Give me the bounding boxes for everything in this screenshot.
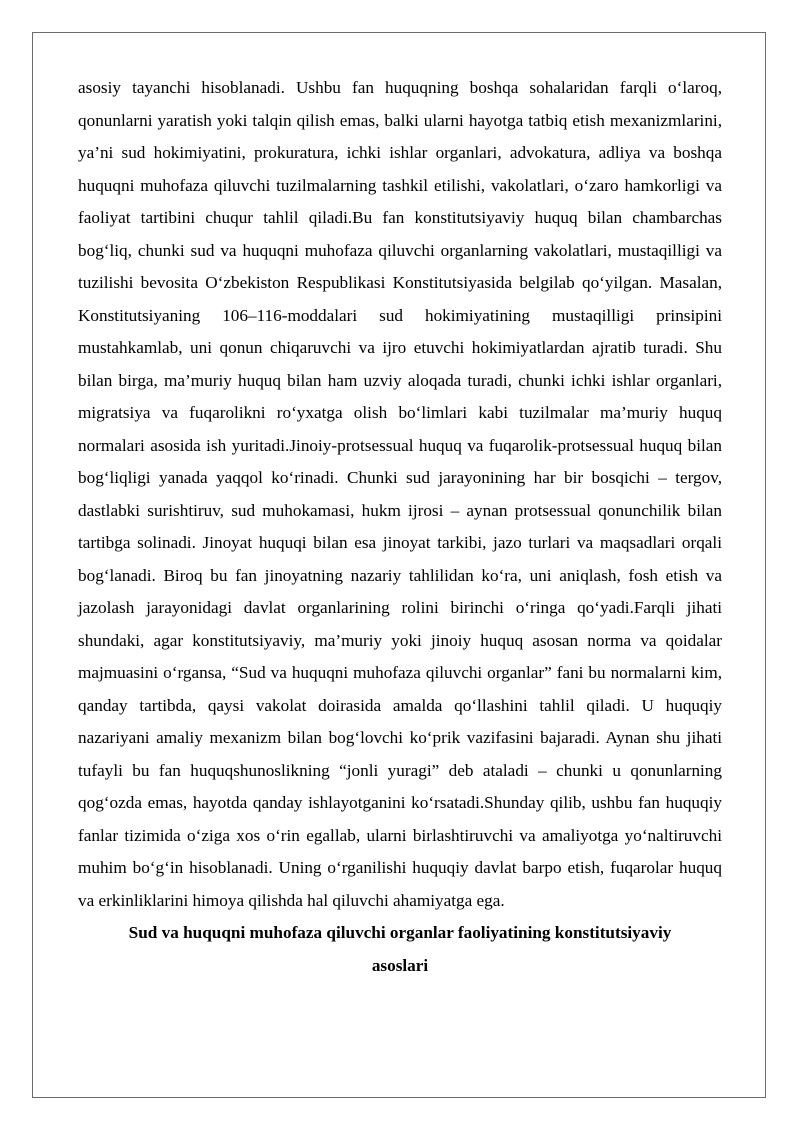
section-heading xyxy=(78,917,722,982)
section-heading-line-1: Sud va huquqni muhofaza qiluvchi organlar faoliyatining konstitutsiyaviy xyxy=(128,923,672,942)
body-paragraph: asosiy tayanchi hisoblanadi. Ushbu fan huquqning boshqa sohalaridan farqli o‘laroq, qonunlarni yaratish yoki talqin qilish emas, balki ularni hayotga tatbiq etish mexanizmlarini, ya’ni sud hokimiyatini, prokuratura, ichki ishlar organlari, advokatura, adliya va boshqa huquqni muhofaza qiluvchi tuzilmalarning tashkil etilishi, vakolatlari, o‘zaro hamkorligi va faoliyat tartibini chuqur tahlil qiladi.Bu fan konstitutsiyaviy huquq bilan chambarchas bog‘liq, chunki sud va huquqni muhofaza qiluvchi organlarning vakolatlari, mustaqilligi va tuzilishi bevosita O‘zbekiston Respublikasi Konstitutsiyasida belgilab qo‘yilgan. Masalan, Konstitutsiyaning 106–116-moddalari sud hokimiyatining mustaqilligi prinsipini mustahkamlab, uni qonun chiqaruvchi va ijro etuvchi hokimiyatlardan ajratib turadi. Shu bilan birga, ma’muriy huquq bilan ham uzviy aloqada turadi, chunki ichki ishlar organlari, migratsiya va fuqarolikni ro‘yxatga olish bo‘limlari kabi tuzilmalar ma’muriy huquq normalari asosida ish yuritadi.Jinoiy-protsessual huquq va fuqarolik-protsessual huquq bilan bog‘liqligi yanada yaqqol ko‘rinadi. Chunki sud jarayonining har bir bosqichi – tergov, dastlabki surishtiruv, sud muhokamasi, hukm ijrosi – aynan protsessual qonunchilik bilan tartibga solinadi. Jinoyat huquqi bilan esa jinoyat tarkibi, jazo turlari va maqsadlari orqali bog‘lanadi. Biroq bu fan jinoyatning nazariy tahlilidan ko‘ra, uni aniqlash, fosh etish va jazolash jarayonidagi davlat organlarining rolini birinchi o‘ringa qo‘yadi.Farqli jihati shundaki, agar konstitutsiyaviy, ma’muriy yoki jinoiy huquq asosan norma va qoidalar majmuasini o‘rgansa, “Sud va huquqni muhofaza qiluvchi organlar” fani bu normalarni kim, qanday tartibda, qaysi vakolat doirasida amalda qo‘llashini tahlil qiladi. U huquqiy nazariyani amaliy mexanizm bilan bog‘lovchi ko‘prik vazifasini bajaradi. Aynan shu jihati tufayli bu fan huquqshunoslikning “jonli yuragi” deb ataladi – chunki u qonunlarning qog‘ozda emas, hayotda qanday ishlayotganini ko‘rsatadi.Shunday qilib, ushbu fan huquqiy fanlar tizimida o‘ziga xos o‘rin egallab, ularni birlashtiruvchi va amaliyotga yo‘naltiruvchi muhim bo‘g‘in hisoblanadi. Uning o‘rganilishi huquqiy davlat barpo etish, fuqarolar huquq va erkinliklarini himoya qilishda hal qiluvchi ahamiyatga ega. xyxy=(78,78,722,910)
section-heading-line-2: asoslari xyxy=(371,955,429,975)
document-content xyxy=(78,72,722,982)
